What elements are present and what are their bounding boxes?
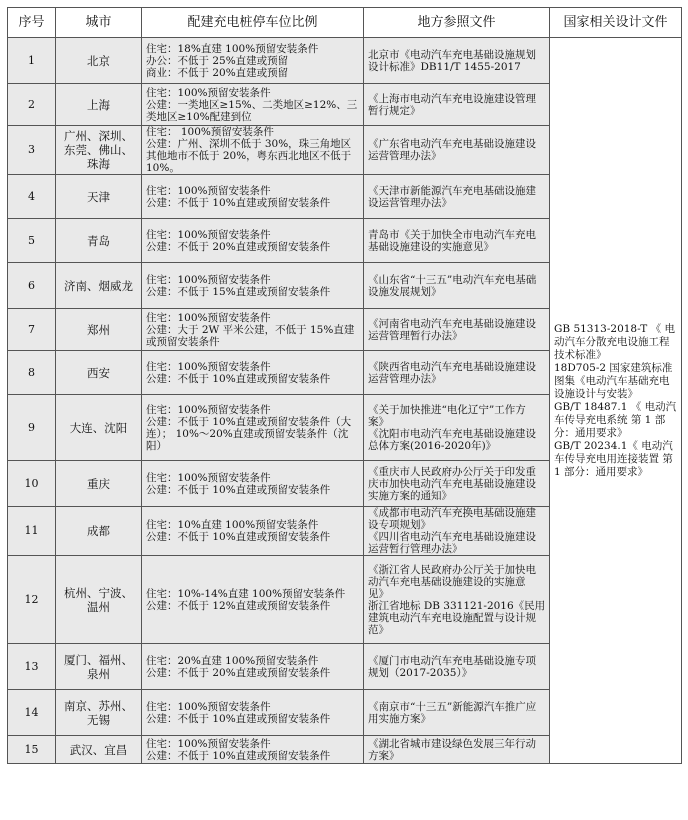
row-city: 厦门、福州、泉州 — [56, 644, 142, 690]
header-local-docs: 地方参照文件 — [364, 8, 550, 38]
row-ratio: 住宅：100%预留安装条件 公建：不低于 10%直建或预留安装条件 — [142, 175, 364, 219]
row-index: 5 — [8, 219, 56, 263]
row-local-docs: 《关于加快推进“电化辽宁”工作方案》 《沈阳市电动汽车充电基础设施建设总体方案(2016-2020年)》 — [364, 395, 550, 461]
row-ratio: 住宅：100%预留安装条件 公建：大于 2W 平米公建，不低于 15%直建或预留安装条件 — [142, 309, 364, 351]
row-ratio: 住宅：100%预留安装条件 公建：不低于 15%直建或预留安装条件 — [142, 263, 364, 309]
row-ratio: 住宅：18%直建 100%预留安装条件 办公：不低于 25%直建或预留 商业：不低于 20%直建或预留 — [142, 38, 364, 84]
row-city: 上海 — [56, 84, 142, 126]
row-ratio: 住宅：100%预留安装条件 公建：不低于 10%直建或预留安装条件（大连）； 10%～20%直建或预留安装条件（沈阳） — [142, 395, 364, 461]
row-city: 重庆 — [56, 461, 142, 507]
row-index: 11 — [8, 507, 56, 556]
row-ratio: 住宅：100%预留安装条件 公建：不低于 10%直建或预留安装条件 — [142, 690, 364, 736]
row-city: 济南、烟威龙 — [56, 263, 142, 309]
row-index: 15 — [8, 736, 56, 764]
row-ratio: 住宅：10%直建 100%预留安装条件 公建：不低于 10%直建或预留安装条件 — [142, 507, 364, 556]
row-ratio: 住宅：10%-14%直建 100%预留安装条件 公建：不低于 12%直建或预留安装条件 — [142, 556, 364, 644]
table-row — [8, 38, 682, 84]
row-ratio: 住宅：100%预留安装条件 公建：一类地区≥15%、二类地区≥12%、三类地区≥10%配建到位 — [142, 84, 364, 126]
row-city: 天津 — [56, 175, 142, 219]
row-city: 广州、深圳、东莞、佛山、珠海 — [56, 126, 142, 175]
row-ratio: 住宅：100%预留安装条件 公建：不低于 10%直建或预留安装条件 — [142, 736, 364, 764]
row-local-docs: 《上海市电动汽车充电设施建设管理暂行规定》 — [364, 84, 550, 126]
header-national-docs: 国家相关设计文件 — [550, 8, 682, 38]
row-index: 13 — [8, 644, 56, 690]
row-index: 4 — [8, 175, 56, 219]
row-local-docs: 《成都市电动汽车充换电基础设施建设专项规划》 《四川省电动汽车充电基础设施建设运营暂行管理办法》 — [364, 507, 550, 556]
row-city: 杭州、宁波、温州 — [56, 556, 142, 644]
row-local-docs: 《山东省“十三五”电动汽车充电基础设施发展规划》 — [364, 263, 550, 309]
row-ratio: 住宅：100%预留安装条件 公建：不低于 20%直建或预留安装条件 — [142, 219, 364, 263]
header-index: 序号 — [8, 8, 56, 38]
table-body — [8, 38, 682, 764]
row-index: 6 — [8, 263, 56, 309]
row-local-docs: 《厦门市电动汽车充电基础设施专项规划（2017-2035）》 — [364, 644, 550, 690]
row-city: 南京、苏州、无锡 — [56, 690, 142, 736]
charging-standards-table — [7, 7, 682, 764]
row-local-docs: 《重庆市人民政府办公厅关于印发重庆市加快电动汽车充电基础设施建设实施方案的通知》 — [364, 461, 550, 507]
row-city: 成都 — [56, 507, 142, 556]
row-local-docs: 《浙江省人民政府办公厅关于加快电动汽车充电基础设施建设的实施意见》 浙江省地标 DB 331121-2016《民用建筑电动汽车充电设施配置与设计规范》 — [364, 556, 550, 644]
row-city: 西安 — [56, 351, 142, 395]
row-local-docs: 《湖北省城市建设绿色发展三年行动方案》 — [364, 736, 550, 764]
row-local-docs: 《南京市“十三五”新能源汽车推广应用实施方案》 — [364, 690, 550, 736]
row-ratio: 住宅：100%预留安装条件 公建：不低于 10%直建或预留安装条件 — [142, 351, 364, 395]
row-local-docs: 《天津市新能源汽车充电基础设施建设运营管理办法》 — [364, 175, 550, 219]
row-ratio: 住宅：20%直建 100%预留安装条件 公建：不低于 20%直建或预留安装条件 — [142, 644, 364, 690]
header-row — [8, 8, 682, 38]
row-ratio: 住宅：100%预留安装条件 公建：不低于 10%直建或预留安装条件 — [142, 461, 364, 507]
row-index: 12 — [8, 556, 56, 644]
row-local-docs: 《陕西省电动汽车充电基础设施建设运营管理办法》 — [364, 351, 550, 395]
national-docs-cell: GB 51313-2018-T 《 电动汽车分散充电设施工程技术标准》 18D705-2 国家建筑标准图集《电动汽车基础充电设施设计与安装》 GB/T 18487.1 《 电动汽车传导充电系统 第 1 部分：通用要求》 GB/T 20234.1《 电动汽车传导充电用连接装置 第 1 部分：通用要求》 — [550, 38, 682, 764]
row-index: 1 — [8, 38, 56, 84]
row-index: 8 — [8, 351, 56, 395]
row-city: 北京 — [56, 38, 142, 84]
row-index: 7 — [8, 309, 56, 351]
row-ratio: 住宅： 100%预留安装条件 公建：广州、深圳不低于 30%，珠三角地区其他地市不低于 20%，粤东西北地区不低于 10%。 — [142, 126, 364, 175]
page — [7, 7, 681, 764]
row-local-docs: 《河南省电动汽车充电基础设施建设运营管理暂行办法》 — [364, 309, 550, 351]
row-index: 2 — [8, 84, 56, 126]
header-city: 城市 — [56, 8, 142, 38]
row-index: 9 — [8, 395, 56, 461]
row-city: 郑州 — [56, 309, 142, 351]
row-index: 14 — [8, 690, 56, 736]
row-city: 武汉、宜昌 — [56, 736, 142, 764]
row-index: 3 — [8, 126, 56, 175]
row-city: 大连、沈阳 — [56, 395, 142, 461]
row-local-docs: 北京市《电动汽车充电基础设施规划设计标准》DB11/T 1455-2017 — [364, 38, 550, 84]
row-index: 10 — [8, 461, 56, 507]
row-local-docs: 《广东省电动汽车充电基础设施建设运营管理办法》 — [364, 126, 550, 175]
row-local-docs: 青岛市《关于加快全市电动汽车充电基础设施建设的实施意见》 — [364, 219, 550, 263]
header-ratio: 配建充电桩停车位比例 — [142, 8, 364, 38]
row-city: 青岛 — [56, 219, 142, 263]
